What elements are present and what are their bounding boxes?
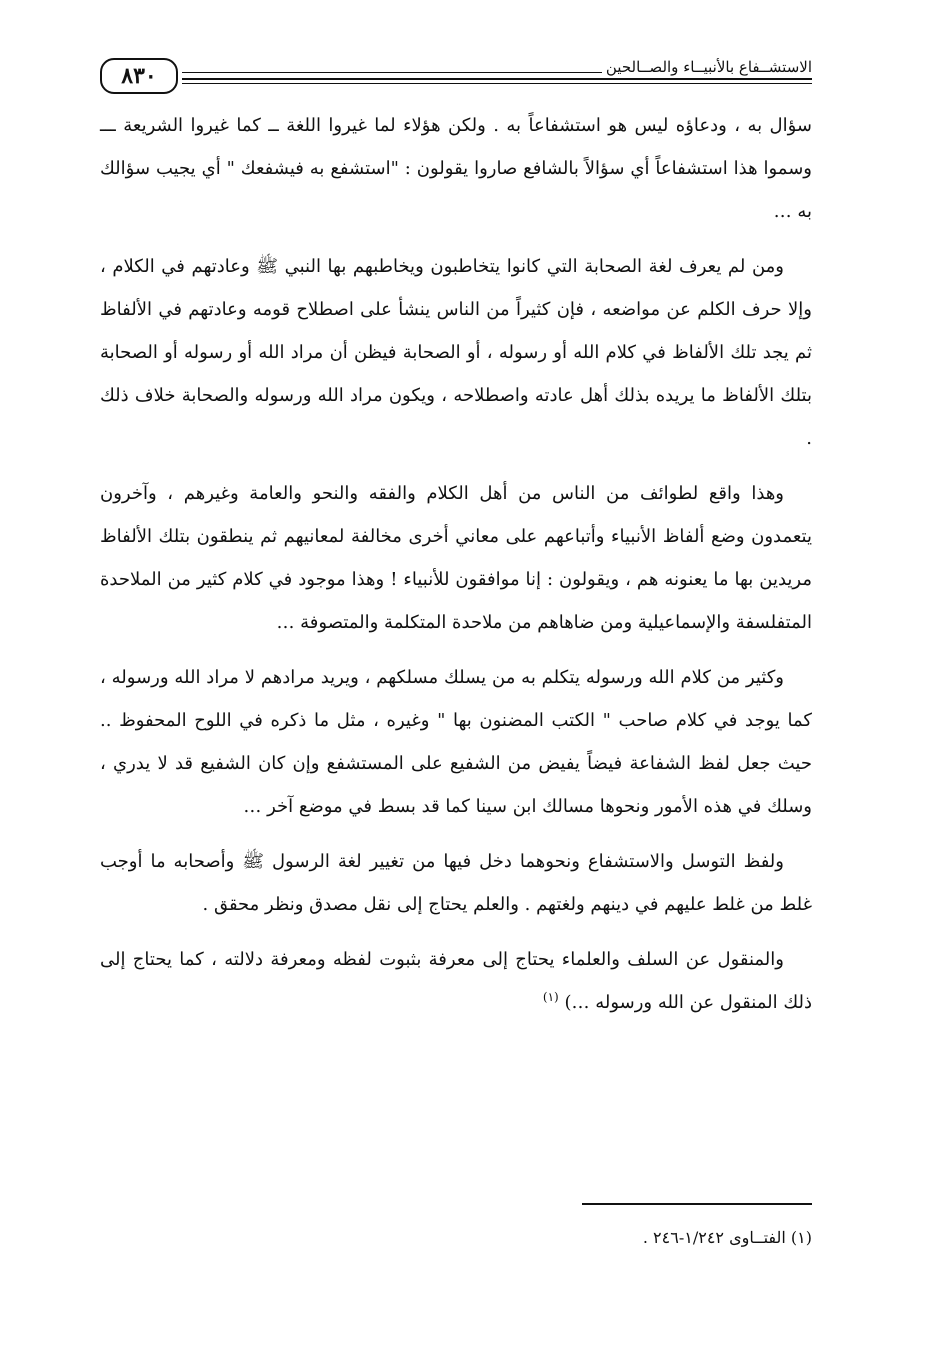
paragraph-4: وكثير من كلام الله ورسوله يتكلم به من يسلك مسلكهم ، ويريد مرادهم لا مراد الله ورسوله ، كما يوجد في كلام صاحب " الكتب المضنون بها " وغيره ، مثل ما ذكره في اللوح المحفوظ .. حيث جعل لفظ الشفاعة فيضاً يفيض من الشفيع على المستشفع وإن كان الشفيع قد لا يدري ، وسلك في هذه الأمور ونحوها مسالك ابن سينا كما قد بسط في موضع آخر … [100, 667, 812, 817]
page-header [100, 52, 812, 98]
running-title: الاستشــفاع بالأنبيــاء والصــالحين [602, 58, 812, 76]
header-rule-bottom [182, 83, 812, 84]
paragraph-6 [100, 938, 812, 1024]
footnote-marker: (١) [542, 990, 559, 1004]
paragraph-1: سؤال به ، ودعاؤه ليس هو استشفاعاً به . ولكن هؤلاء لما غيروا اللغة ــ كما غيروا الشريعة ـــ وسموا هذا استشفاعاً أي سؤالاً بالشافع صاروا يقولون : "استشفع به فيشفعك " أي يجيب سؤالك به … [100, 115, 812, 222]
page-number: ٨٣٠ [100, 58, 178, 94]
footnote: (١) الفتــاوى ١/٢٤٢-٢٤٦ . [642, 1228, 812, 1247]
header-rule-middle [182, 78, 812, 80]
header-rule-top [182, 72, 602, 73]
footnote-separator [582, 1203, 812, 1205]
paragraph-3: وهذا واقع لطوائف من الناس من أهل الكلام والفقه والنحو والعامة وغيرهم ، وآخرون يتعمدون وضع ألفاظ الأنبياء وأتباعهم على معاني أخرى مخالفة لمعانيهم ثم ينطقون بتلك الألفاظ مريدين بها ما يعنونه هم ، ويقولون : إنا موافقون للأنبياء ! وهذا موجود في كلام كثير من الملاحدة المتفلسفة والإسماعيلية ومن ضاهاهم من ملاحدة المتكلمة والمتصوفة … [100, 483, 812, 633]
main-text [100, 104, 812, 1036]
paragraph-5: ولفظ التوسل والاستشفاع ونحوهما دخل فيها من تغيير لغة الرسول ﷺ وأصحابه ما أوجب غلط من غلط عليهم في دينهم ولغتهم . والعلم يحتاج إلى نقل مصدق ونظر محقق . [100, 851, 812, 915]
paragraph-2: ومن لم يعرف لغة الصحابة التي كانوا يتخاطبون ويخاطبهم بها النبي ﷺ وعادتهم في الكلام ، وإلا حرف الكلم عن مواضعه ، فإن كثيراً من الناس ينشأ على اصطلاح قومه وعادتهم في الألفاظ ثم يجد تلك الألفاظ في كلام الله أو رسوله ، أو الصحابة فيظن أن مراد الله أو رسوله أو الصحابة بتلك الألفاظ ما يريده بذلك أهل عادته واصطلاحه ، ويكون مراد الله ورسوله والصحابة خلاف ذلك . [100, 256, 812, 449]
paragraph-6-text: والمنقول عن السلف والعلماء يحتاج إلى معرفة بثبوت لفظه ومعرفة دلالته ، كما يحتاج إلى ذلك المنقول عن الله ورسوله …) [100, 949, 812, 1013]
